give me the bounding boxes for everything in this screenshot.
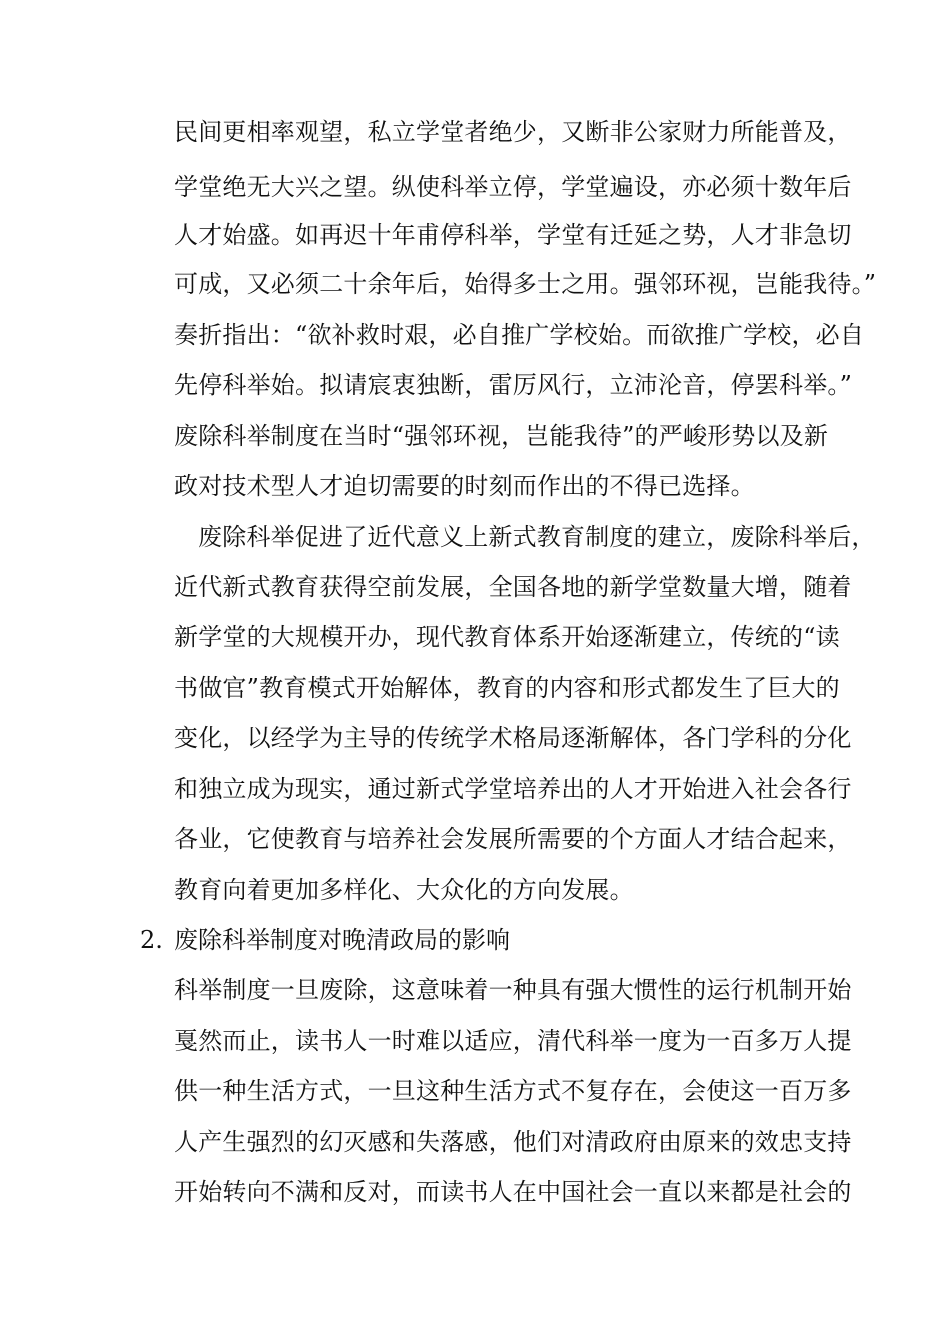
paragraph-line: 废除科举制度在当时“强邻环视，岂能我待”的严峻形势以及新 [174,422,829,450]
paragraph-line: 人产生强烈的幻灭感和失落感，他们对清政府由原来的效忠支持 [174,1128,852,1156]
paragraph-line: 科举制度一旦废除，这意味着一种具有强大惯性的运行机制开始 [174,976,852,1004]
paragraph-line: 奏折指出：“欲补救时艰，必自推广学校始。而欲推广学校，必自 [174,321,865,349]
paragraph-line: 政对技术型人才迫切需要的时刻而作出的不得已选择。 [174,472,755,500]
paragraph-line: 教育向着更加多样化、大众化的方向发展。 [174,876,634,904]
paragraph-line: 各业，它使教育与培养社会发展所需要的个方面人才结合起来， [174,825,852,853]
paragraph-line: 新学堂的大规模开办，现代教育体系开始逐渐建立，传统的“读 [174,623,840,651]
paragraph-line: 供一种生活方式，一旦这种生活方式不复存在，会使这一百万多 [174,1077,852,1105]
paragraph-line: 变化，以经学为主导的传统学术格局逐渐解体，各门学科的分化 [174,724,852,752]
paragraph-line: 戛然而止，读书人一时难以适应，清代科举一度为一百多万人提 [174,1027,852,1055]
paragraph-line: 和独立成为现实，通过新式学堂培养出的人才开始进入社会各行 [174,775,852,803]
paragraph-line: 近代新式教育获得空前发展，全国各地的新学堂数量大增，随着 [174,573,852,601]
paragraph-line: 书做官”教育模式开始解体，教育的内容和形式都发生了巨大的 [174,674,840,702]
paragraph-line: 先停科举始。拟请宸衷独断，雷厉风行，立沛沦音，停罢科举。” [174,371,853,399]
paragraph-line: 可成，又必须二十余年后，始得多士之用。强邻环视，岂能我待。” [174,270,877,298]
paragraph-line: 开始转向不满和反对，而读书人在中国社会一直以来都是社会的 [174,1178,852,1206]
paragraph-line: 废除科举促进了近代意义上新式教育制度的建立，废除科举后， [198,523,876,551]
section-heading: 废除科举制度对晚清政局的影响 [174,926,510,954]
paragraph-line: 学堂绝无大兴之望。纵使科举立停，学堂遍设，亦必须十数年后 [174,173,852,201]
section-number: 2. [140,926,163,954]
paragraph-line: 人才始盛。如再迟十年甫停科举，学堂有迁延之势，人才非急切 [174,221,852,249]
paragraph-line: 民间更相率观望，私立学堂者绝少，又断非公家财力所能普及， [174,118,852,146]
